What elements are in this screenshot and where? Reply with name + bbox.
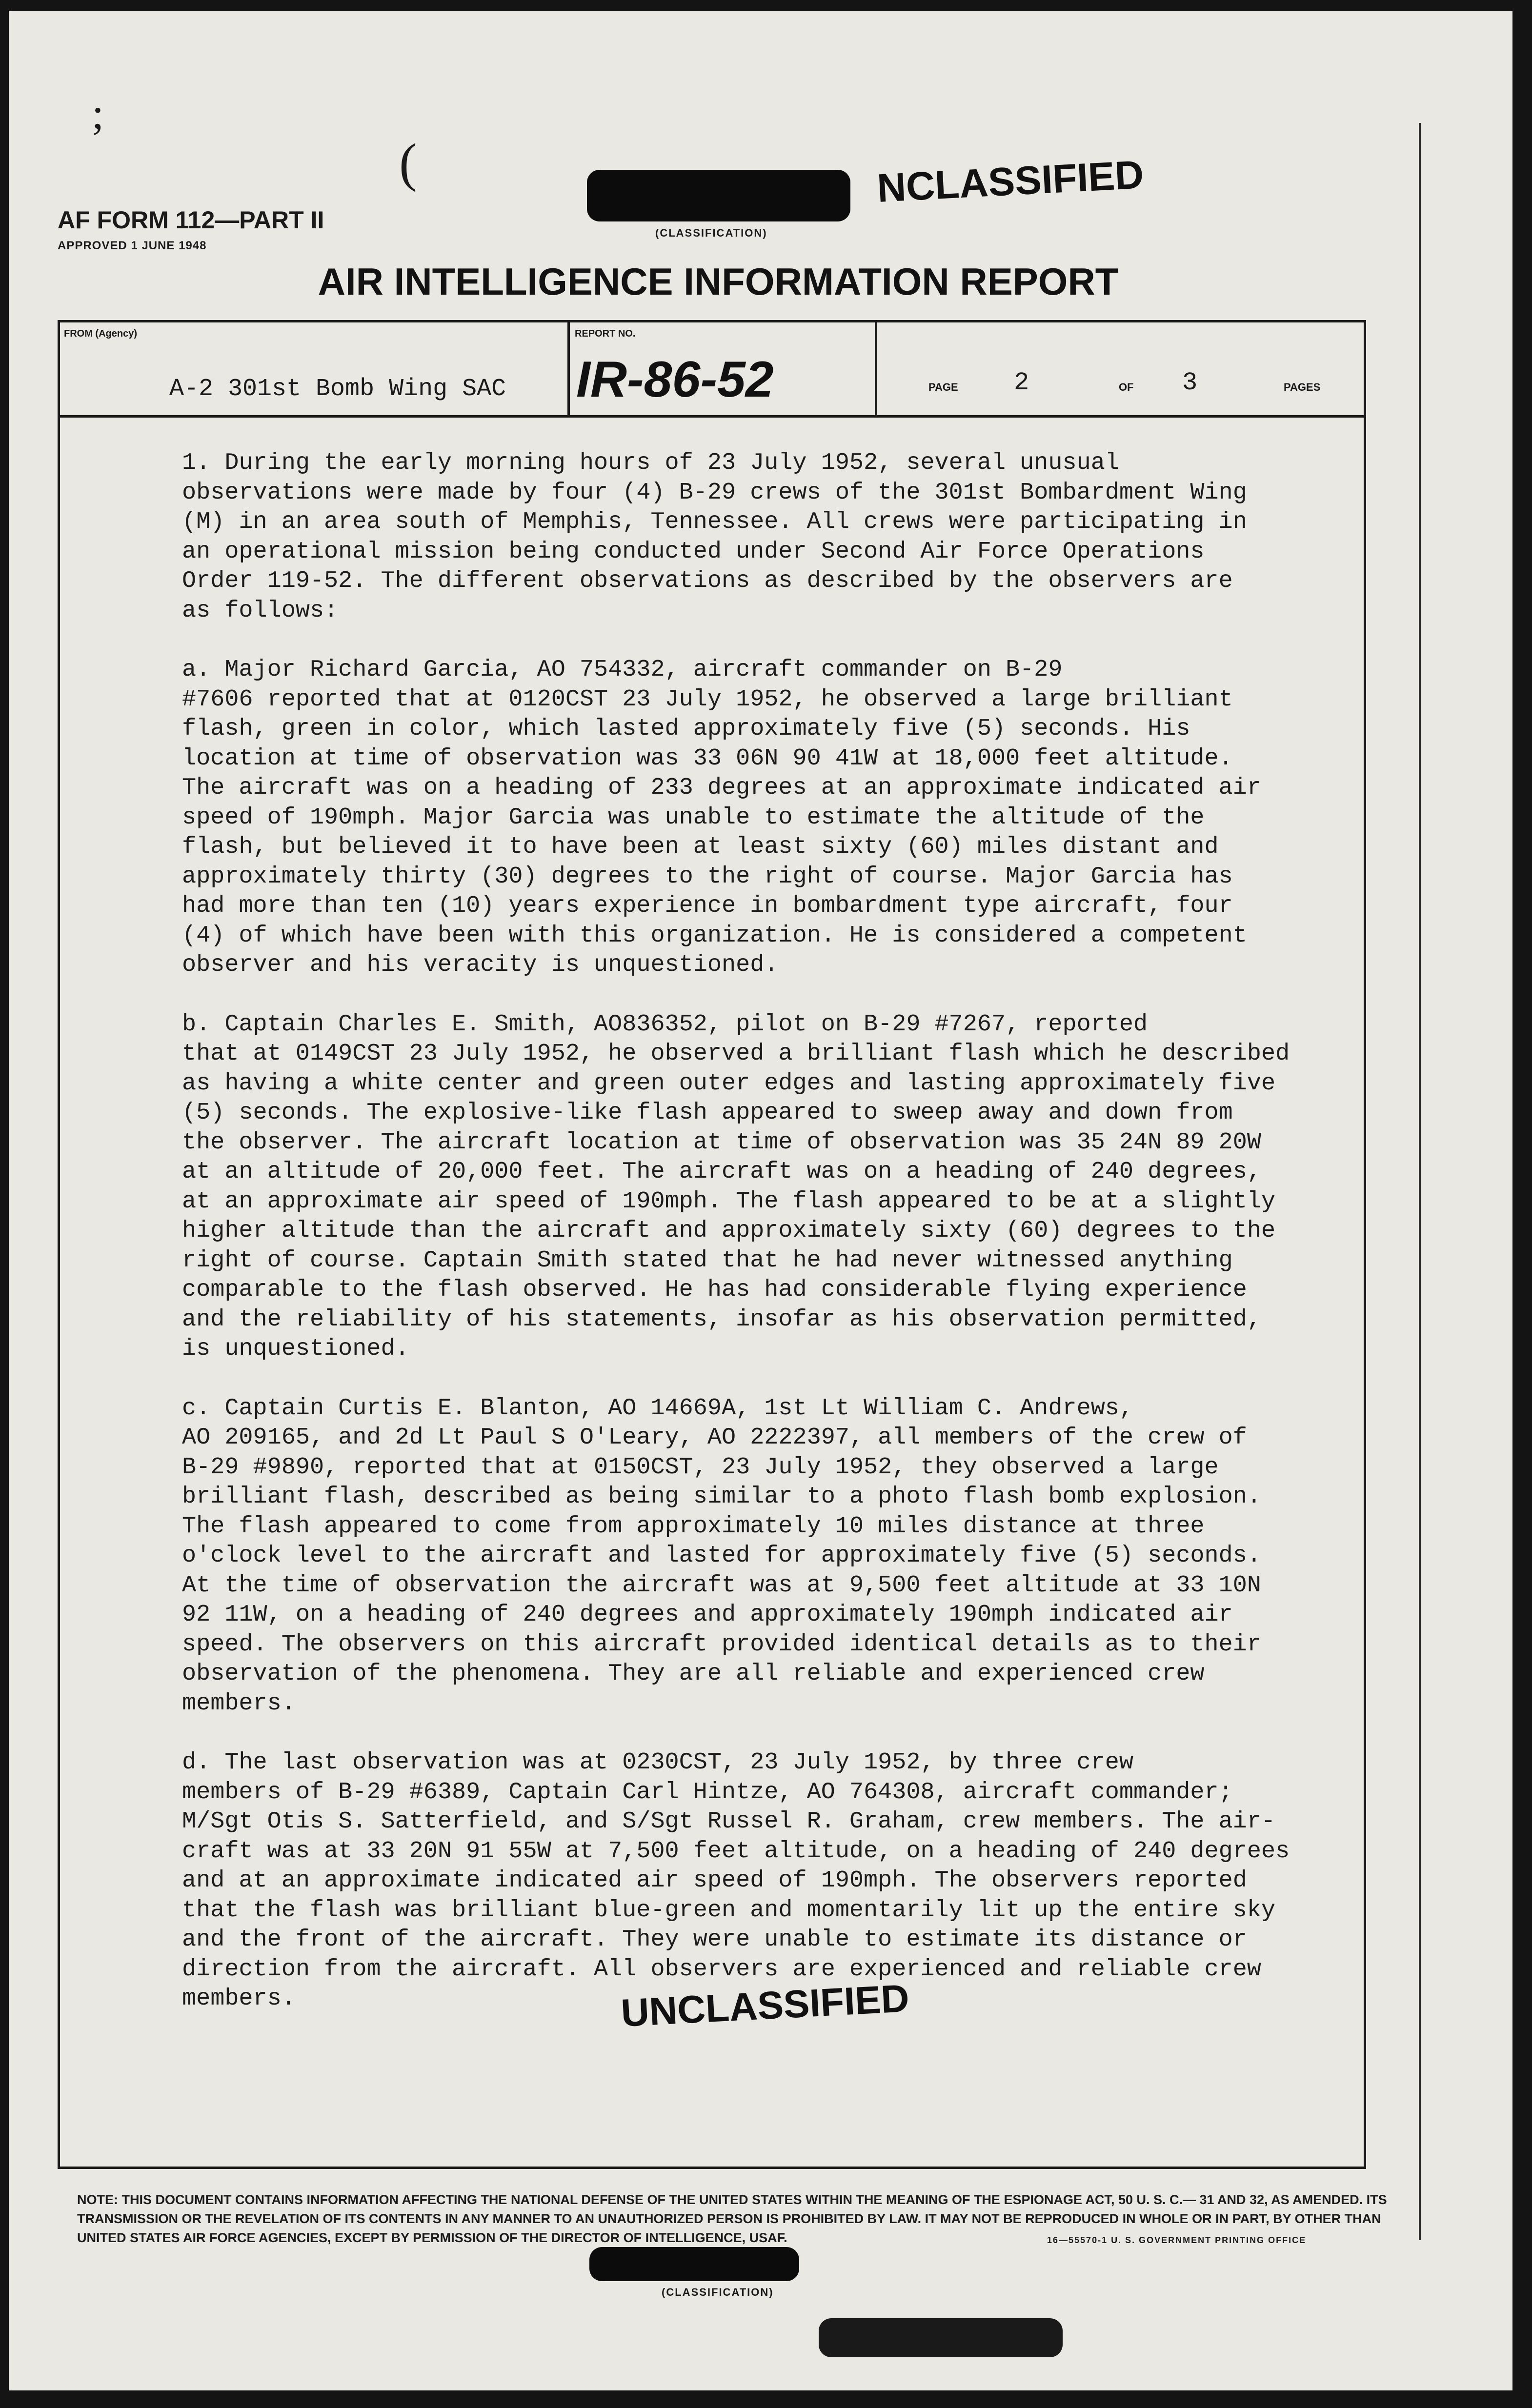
paragraph-1d: d. The last observation was at 0230CST, 23 July 1952, by three crew members of B-29 #6389, Captain Carl Hintze, AO 764308, aircraft commander; M/Sgt Otis S. Satterfield, and S/Sgt Russel R. Graham, crew members. The air- craft was at 33 20N 91 55W at 7,500 feet altitude, on a heading of 240 degrees and at an approximate indicated air speed of 190mph. The observers reported that the flash was brilliant blue-green and momentarily lit up the entire sky and the front of the aircraft. They were unable to estimate its distance or direction from the aircraft. All observers are experienced and reliable crew members. [182, 1749, 1290, 2012]
classification-label-bottom: (CLASSIFICATION) [662, 2286, 774, 2298]
bottom-redaction [819, 2318, 1063, 2357]
header-divider [567, 322, 570, 415]
form-id: AF FORM 112—PART II [58, 206, 324, 234]
printing-office-line: 16—55570-1 U. S. GOVERNMENT PRINTING OFFICE [1047, 2235, 1307, 2245]
document-page [9, 11, 1512, 2390]
page-number: 2 [1014, 368, 1029, 397]
report-title: AIR INTELLIGENCE INFORMATION REPORT [318, 260, 1119, 303]
paragraph-1c: c. Captain Curtis E. Blanton, AO 14669A, 1st Lt William C. Andrews, AO 209165, and 2d Lt Paul S O'Leary, AO 2222397, all members of the crew of B-29 #9890, reported that at 0150CST, 23 July 1952, they observed a large brilliant flash, described as being similar to a photo flash bomb explosion. The flash appeared to come from approximately 10 miles distance at three o'clock level to the aircraft and lasted for approximately five (5) seconds. At the time of observation the aircraft was at 9,500 feet altitude at 33 10N 92 11W, on a heading of 240 degrees and approximately 190mph indicated air speed. The observers on this aircraft provided identical details as to their observation of the phenomena. They are all reliable and experienced crew members. [182, 1394, 1261, 1717]
report-body [182, 448, 1353, 2044]
classification-redaction-top [587, 170, 850, 221]
unclassified-stamp-top: NCLASSIFIED [876, 152, 1145, 211]
of-label: OF [1119, 381, 1134, 393]
page-label: PAGE [928, 381, 958, 393]
classification-redaction-bottom [589, 2247, 799, 2281]
paragraph-1: 1. During the early morning hours of 23 July 1952, several unusual observations were made by four (4) B-29 crews of the 301st Bombardment Wing (M) in an area south of Memphis, Tennessee. All crews were participating in an operational mission being conducted under Second Air Force Operations Order 119-52. The different observations as described by the observers are as follows: [182, 449, 1247, 624]
espionage-notice: NOTE: THIS DOCUMENT CONTAINS INFORMATION AFFECTING THE NATIONAL DEFENSE OF THE UNITED STATES WITHIN THE MEANING OF THE ESPIONAGE ACT, 50 U. S. C.— 31 AND 32, AS AMENDED. ITS TRANSMISSION OR THE REVELATION OF ITS CONTENTS IN ANY MANNER TO AN UNAUTHORIZED PERSON IS PROHIBITED BY LAW. IT MAY NOT BE REPRODUCED IN WHOLE OR IN PART, BY OTHER THAN UNITED STATES AIR FORCE AGENCIES, EXCEPT BY PERMISSION OF THE DIRECTOR OF INTELLIGENCE, USAF. [77, 2192, 1387, 2245]
pages-label: PAGES [1284, 381, 1321, 393]
punch-mark: ; [92, 90, 104, 138]
form-approved-date: APPROVED 1 JUNE 1948 [58, 239, 207, 252]
report-number: IR-86-52 [576, 351, 774, 408]
total-pages: 3 [1182, 368, 1198, 397]
from-value: A-2 301st Bomb Wing SAC [169, 375, 506, 403]
report-no-label: REPORT NO. [575, 328, 636, 339]
page-edge-line [1419, 123, 1421, 2240]
unclassified-stamp-bottom: UNCLASSIFIED [620, 1976, 910, 2035]
pen-mark: ( [399, 133, 417, 192]
header-divider [875, 322, 877, 415]
report-header [60, 322, 1364, 418]
paragraph-1b: b. Captain Charles E. Smith, AO836352, pilot on B-29 #7267, reported that at 0149CST 23 July 1952, he observed a brilliant flash which he described as having a white center and green outer edges and lasting approximately five (5) seconds. The explosive-like flash appeared to sweep away and down from the observer. The aircraft location at time of observation was 35 24N 89 20W at an altitude of 20,000 feet. The aircraft was on a heading of 240 degrees, at an approximate air speed of 190mph. The flash appeared to be at a slightly higher altitude than the aircraft and approximately sixty (60) degrees to the right of course. Captain Smith stated that he had never witnessed anything comparable to the flash observed. He has had considerable flying experience and the reliability of his statements, insofar as his observation permitted, is unquestioned. [182, 1010, 1290, 1362]
classification-label-top: (CLASSIFICATION) [655, 227, 767, 239]
report-box [58, 320, 1366, 2169]
from-label: FROM (Agency) [64, 328, 137, 339]
paragraph-1a: a. Major Richard Garcia, AO 754332, aircraft commander on B-29 #7606 reported that at 0120CST 23 July 1952, he observed a large brilliant flash, green in color, which lasted approximately five (5) seconds. His location at time of observation was 33 06N 90 41W at 18,000 feet altitude. The aircraft was on a heading of 233 degrees at an approximate indicated air speed of 190mph. Major Garcia was unable to estimate the altitude of the flash, but believed it to have been at least sixty (60) miles distant and approximately thirty (30) degrees to the right of course. Major Garcia has had more than ten (10) years experience in bombardment type aircraft, four (4) of which have been with this organization. He is considered a competent observer and his veracity is unquestioned. [182, 656, 1261, 978]
